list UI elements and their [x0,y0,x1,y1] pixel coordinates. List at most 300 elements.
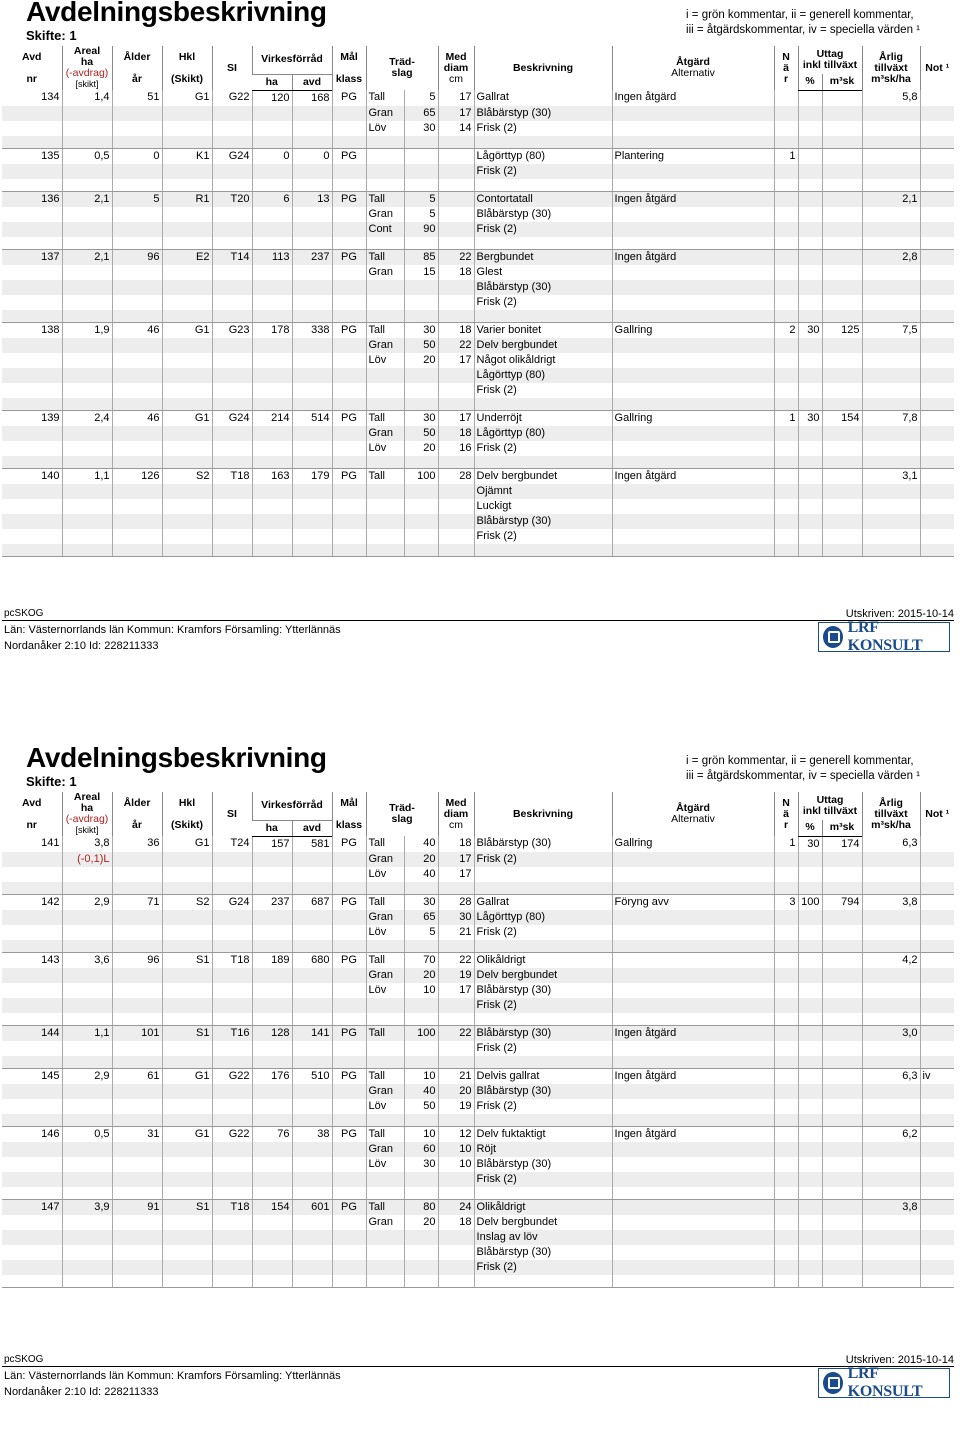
virke-avd-cell: 168 [292,90,332,106]
separator-cell [474,179,612,192]
virke-avd-cell [292,441,332,456]
not-cell [920,867,954,882]
separator-cell [162,940,212,953]
alder-cell [112,1260,162,1275]
areal-cell [62,484,112,499]
col-virkesforrad: Virkesförråd [252,792,332,820]
separator-cell [920,1056,954,1069]
tradslag-pct-cell: 20 [404,353,438,368]
tradslag-pct-cell: 80 [404,1199,438,1215]
nar-cell [774,191,798,207]
si-cell [212,514,252,529]
atgard-cell [612,852,774,867]
avd-cell: 135 [41,149,60,162]
arlig-cell: 4,2 [862,952,920,968]
beskrivning-cell: Frisk (2) [474,295,612,310]
areal-cell [62,441,112,456]
alder-cell [112,222,162,237]
areal-cell [62,1230,112,1245]
separator-cell [252,1114,292,1127]
areal-cell [62,338,112,353]
avd-cell [2,499,62,514]
separator-cell [112,310,162,323]
avd-cell: 137 [2,249,62,265]
tradslag-pct-cell [404,1172,438,1187]
tradslag-cell: Tall [366,836,404,852]
col-atgard: Åtgärd Alternativ [612,792,774,836]
uttag-m3-cell [822,191,862,207]
virke-ha-cell [252,280,292,295]
virke-ha-cell [252,499,292,514]
diam-cell [438,998,474,1013]
arlig-cell: 7,5 [862,322,920,338]
alder-cell [112,368,162,383]
uttag-pct-cell: 30 [798,410,822,426]
virke-ha-cell [252,1215,292,1230]
nar-cell [774,1126,798,1142]
separator-cell [62,136,112,149]
separator-cell [2,456,62,469]
arlig-cell: 6,3 [862,836,920,852]
separator-cell [404,940,438,953]
areal-cell [62,164,112,179]
separator-cell [798,456,822,469]
malklass-cell [332,265,366,280]
virke-avd-cell [292,1084,332,1099]
uttag-pct-cell [798,1245,822,1260]
separator-cell [920,398,954,411]
separator-cell [252,544,292,557]
separator-cell [404,1013,438,1026]
nar-cell [774,106,798,121]
nar-cell [774,514,798,529]
hkl-cell [162,441,212,456]
si-cell: G24 [212,894,252,910]
table-row [2,280,954,295]
areal-cell [62,1245,112,1260]
table-row [2,368,954,383]
table-row [2,499,954,514]
tradslag-pct-cell: 100 [404,468,438,484]
separator-cell [2,237,62,250]
uttag-m3-cell [822,484,862,499]
not-cell [920,1199,954,1215]
table-row [2,1215,954,1230]
tradslag-pct-cell: 20 [404,968,438,983]
lrf-logo [818,1365,950,1400]
arlig-cell: 6,3 [862,1068,920,1084]
tradslag-pct-cell [404,164,438,179]
hkl-cell [162,852,212,867]
separator-cell [474,1114,612,1127]
table-row [2,998,954,1013]
alder-cell: 0 [112,148,162,164]
beskrivning-cell: Frisk (2) [474,925,612,940]
separator-cell [366,136,404,149]
tradslag-cell: Gran [366,1084,404,1099]
separator-cell [862,940,920,953]
col-nar: N ä r [774,792,798,836]
uttag-pct-cell [798,368,822,383]
uttag-m3-cell [822,106,862,121]
arlig-cell: 5,8 [862,90,920,106]
separator-cell [798,237,822,250]
not-cell [920,836,954,852]
uttag-m3-cell [822,249,862,265]
atgard-cell: Gallring [612,322,774,338]
col-alder: Ålder år [112,792,162,836]
nar-cell [774,1260,798,1275]
separator-cell [212,310,252,323]
atgard-cell [612,1142,774,1157]
beskrivning-cell: Luckigt [474,499,612,514]
stand-separator [2,1013,954,1026]
tradslag-pct-cell: 65 [404,910,438,925]
hkl-cell [162,1099,212,1114]
separator-cell [162,544,212,557]
arlig-cell [862,1084,920,1099]
si-cell: T18 [212,468,252,484]
beskrivning-cell: Blåbärstyp (30) [474,836,612,852]
diam-cell: 18 [438,265,474,280]
atgard-cell [612,106,774,121]
si-cell [212,983,252,998]
arlig-cell [862,998,920,1013]
table-row [2,529,954,544]
diam-cell: 19 [438,1099,474,1114]
nar-cell [774,1199,798,1215]
separator-cell [438,1114,474,1127]
hkl-cell [162,1142,212,1157]
beskrivning-cell: Frisk (2) [474,998,612,1013]
separator-cell [252,398,292,411]
table-row [2,1260,954,1275]
diam-cell: 16 [438,441,474,456]
separator-cell [112,179,162,192]
malklass-cell [332,499,366,514]
separator-cell [774,1275,798,1288]
atgard-cell [612,280,774,295]
atgard-cell: Gallring [612,836,774,852]
separator-cell [798,1056,822,1069]
hkl-cell [162,338,212,353]
separator-cell [438,136,474,149]
col-virke-avd: avd [292,820,332,836]
uttag-pct-cell [798,514,822,529]
hkl-cell: K1 [162,148,212,164]
arlig-cell [862,265,920,280]
arlig-cell [862,1245,920,1260]
uttag-m3-cell [822,353,862,368]
avd-cell: 146 [41,1127,60,1140]
separator-cell [62,179,112,192]
separator-cell [798,136,822,149]
uttag-pct-cell [798,1260,822,1275]
alder-cell [112,164,162,179]
uttag-m3-cell [822,368,862,383]
hkl-cell [162,910,212,925]
nar-cell: 2 [774,322,798,338]
separator-cell [112,1275,162,1288]
virke-ha-cell [252,106,292,121]
separator-cell [252,1056,292,1069]
arlig-cell: 3,1 [862,468,920,484]
col-arlig: Årlig tillväxt m³sk/ha [862,46,920,90]
arlig-cell [862,441,920,456]
si-cell [212,1172,252,1187]
virke-ha-cell [252,1041,292,1056]
tradslag-cell: Gran [366,852,404,867]
virke-avd-cell [292,106,332,121]
col-uttag-pct: % [798,820,822,836]
tradslag-pct-cell: 30 [404,410,438,426]
tradslag-pct-cell: 65 [404,106,438,121]
si-cell [212,207,252,222]
virke-avd-cell [292,968,332,983]
separator-cell [366,310,404,323]
uttag-m3-cell [822,222,862,237]
malklass-cell [332,484,366,499]
atgard-cell [612,1215,774,1230]
areal-cell [62,1084,112,1099]
uttag-pct-cell [798,910,822,925]
separator-cell [292,1114,332,1127]
malklass-cell [332,383,366,398]
separator-cell [438,310,474,323]
not-cell [920,1260,954,1275]
table-row [2,952,954,968]
atgard-cell [612,1084,774,1099]
table-row [2,426,954,441]
virke-avd-cell: 0 [292,148,332,164]
table-row [2,1230,954,1245]
areal-cell [62,499,112,514]
tradslag-pct-cell: 30 [404,1157,438,1172]
nar-cell [774,353,798,368]
separator-cell [366,544,404,557]
arlig-cell [862,280,920,295]
separator-cell [862,1275,920,1288]
col-virkesforrad: Virkesförråd [252,46,332,74]
separator-cell [612,1187,774,1200]
not-cell [920,952,954,968]
diam-cell: 18 [438,322,474,338]
nar-cell: 3 [774,894,798,910]
virke-ha-cell [252,353,292,368]
nar-cell [774,1068,798,1084]
diam-cell [438,514,474,529]
table-row [2,295,954,310]
beskrivning-cell: Delv bergbundet [474,338,612,353]
diam-cell: 28 [438,894,474,910]
alder-cell: 46 [112,322,162,338]
separator-cell [292,136,332,149]
diam-cell [438,484,474,499]
separator-cell [366,456,404,469]
virke-avd-cell [292,353,332,368]
areal-cell [62,121,112,136]
nar-cell [774,1215,798,1230]
virke-avd-cell: 601 [292,1199,332,1215]
footer-property: Nordanåker 2:10 Id: 228211333 [4,1386,159,1398]
hkl-cell [162,867,212,882]
areal-cell: 2,9 [62,1068,112,1084]
areal-cell: 2,1 [62,191,112,207]
atgard-cell: Ingen åtgärd [612,249,774,265]
virke-ha-cell [252,1084,292,1099]
separator-cell [2,310,62,323]
tradslag-cell [366,1245,404,1260]
malklass-cell [332,426,366,441]
beskrivning-cell: Gallrat [474,90,612,106]
diam-cell: 18 [438,426,474,441]
separator-cell [332,237,366,250]
virke-avd-cell: 237 [292,249,332,265]
separator-cell [920,456,954,469]
separator-cell [112,136,162,149]
virke-avd-cell [292,164,332,179]
arlig-cell [862,426,920,441]
separator-cell [2,1013,62,1026]
legend-line-2: iii = åtgärdskommentar, iv = speciella värden ¹ [686,24,920,36]
uttag-m3-cell [822,121,862,136]
arlig-cell: 3,8 [862,1199,920,1215]
separator-cell [252,179,292,192]
hkl-cell [162,426,212,441]
areal-cell: 1,4 [62,90,112,106]
table-row [2,121,954,136]
malklass-cell: PG [332,90,366,106]
arlig-cell [862,368,920,383]
separator-cell [332,1187,366,1200]
uttag-m3-cell [822,1172,862,1187]
virke-avd-cell [292,1230,332,1245]
arlig-cell [862,1041,920,1056]
tradslag-cell [366,280,404,295]
avd-cell [2,1215,62,1230]
uttag-pct-cell: 30 [798,322,822,338]
virke-avd-cell [292,910,332,925]
diam-cell: 17 [438,410,474,426]
tradslag-cell: Tall [366,468,404,484]
separator-cell [404,882,438,895]
separator-cell [920,1275,954,1288]
alder-cell [112,867,162,882]
avd-cell [2,1260,62,1275]
report-page [0,742,960,1449]
tradslag-pct-cell [404,514,438,529]
alder-cell [112,499,162,514]
table-row [2,249,954,265]
uttag-pct-cell [798,280,822,295]
uttag-m3-cell [822,968,862,983]
tradslag-pct-cell: 50 [404,426,438,441]
uttag-m3-cell [822,867,862,882]
tradslag-pct-cell: 60 [404,1142,438,1157]
si-cell: G24 [212,410,252,426]
separator-cell [366,1013,404,1026]
tradslag-cell: Tall [366,410,404,426]
diam-cell [438,368,474,383]
avd-cell [2,1142,62,1157]
tradslag-cell: Gran [366,265,404,280]
separator-cell [62,1187,112,1200]
diam-cell: 30 [438,910,474,925]
separator-cell [212,398,252,411]
uttag-pct-cell [798,484,822,499]
si-cell [212,295,252,310]
areal-cell: 2,1 [62,249,112,265]
arlig-cell [862,484,920,499]
uttag-m3-cell [822,468,862,484]
uttag-m3-cell [822,1142,862,1157]
avd-cell [2,983,62,998]
footer-location: Län: Västernorrlands län Kommun: Kramfors Församling: Ytterlännäs [4,624,341,636]
col-tradslag: Träd- slag [366,792,438,836]
nar-cell [774,499,798,514]
document-title: Avdelningsbeskrivning [26,742,327,773]
avd-cell [2,222,62,237]
atgard-cell [612,499,774,514]
not-cell [920,222,954,237]
table-row [2,1084,954,1099]
separator-cell [822,882,862,895]
uttag-pct-cell: 100 [798,894,822,910]
alder-cell [112,1172,162,1187]
uttag-pct-cell [798,1084,822,1099]
separator-cell [474,1013,612,1026]
uttag-m3-cell [822,441,862,456]
malklass-cell [332,998,366,1013]
separator-cell [774,1056,798,1069]
areal-cell [62,514,112,529]
separator-cell [920,136,954,149]
alder-cell [112,426,162,441]
malklass-cell [332,529,366,544]
separator-cell [438,456,474,469]
col-avd: Avd nr [22,796,42,831]
not-cell [920,1084,954,1099]
separator-cell [252,310,292,323]
nar-cell [774,998,798,1013]
not-cell [920,1041,954,1056]
atgard-cell [612,353,774,368]
si-cell [212,338,252,353]
diam-cell [438,1041,474,1056]
tradslag-cell: Löv [366,1157,404,1172]
stand-rows [2,90,954,556]
arlig-cell [862,867,920,882]
uttag-m3-cell [822,1068,862,1084]
atgard-cell [612,441,774,456]
arlig-cell [862,1142,920,1157]
separator-cell [774,1114,798,1127]
virke-ha-cell: 157 [252,836,292,852]
uttag-m3-cell [822,514,862,529]
areal-cell: 3,6 [62,952,112,968]
separator-cell [292,456,332,469]
table-row [2,106,954,121]
separator-cell [774,1187,798,1200]
separator-cell [438,398,474,411]
virke-avd-cell [292,1099,332,1114]
separator-cell [862,456,920,469]
virke-ha-cell: 128 [252,1025,292,1041]
not-cell [920,249,954,265]
separator-cell [920,544,954,557]
hkl-cell: G1 [162,1126,212,1142]
alder-cell [112,265,162,280]
